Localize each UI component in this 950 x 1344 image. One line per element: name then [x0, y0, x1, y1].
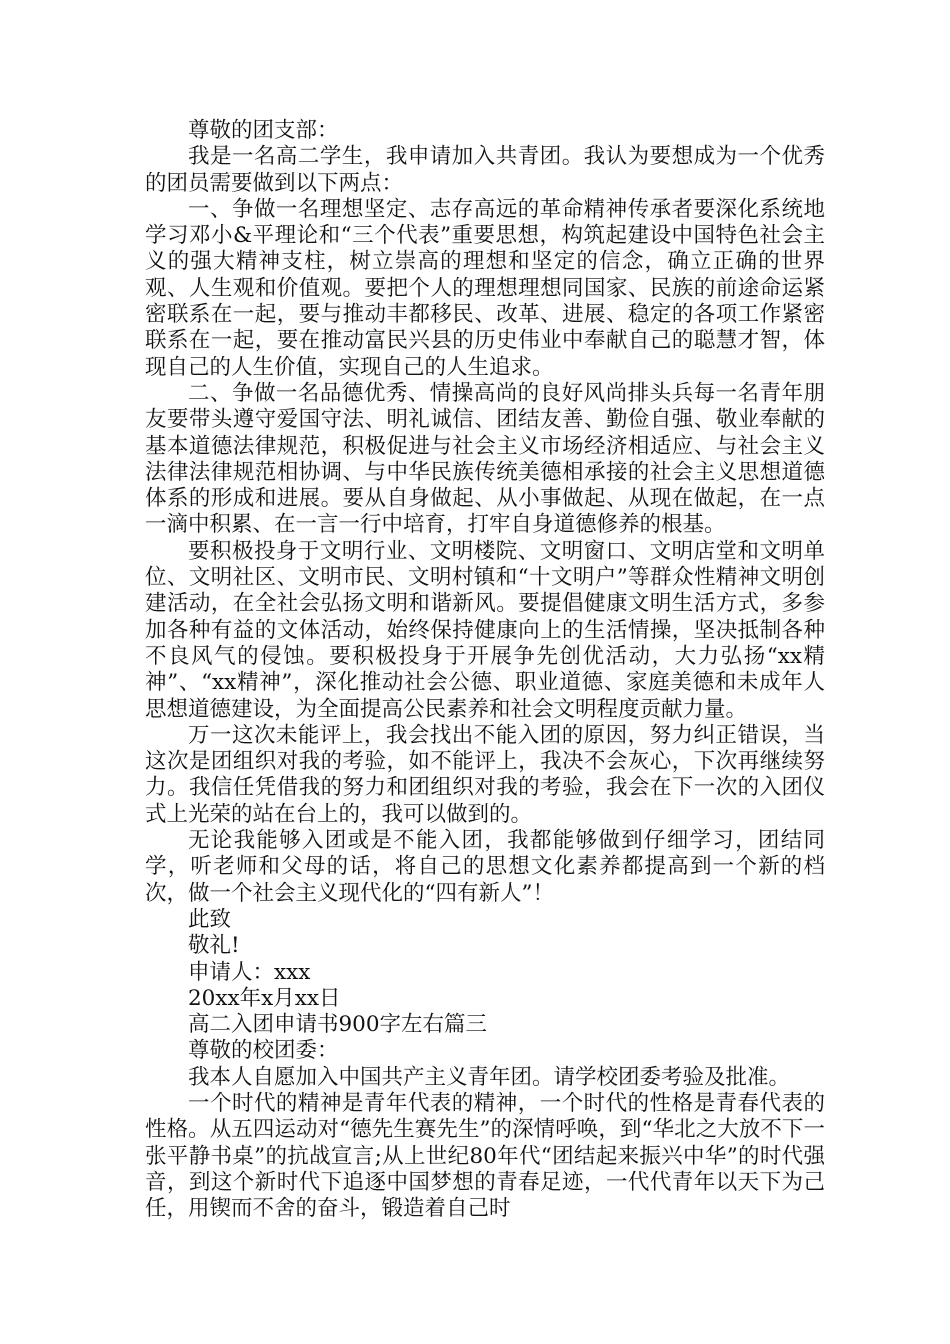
salutation: 尊敬的团支部： — [188, 118, 339, 143]
document-body — [145, 118, 825, 1222]
paragraph: 无论我能够入团或是不能入团，我都能够做到仔细学习，团结同学，听老师和父母的话，将自己的思想文化素养都提高到一个新的档次，做一个社会主义现代化的“四有新人”！ — [145, 828, 825, 906]
paragraph: 二、争做一名品德优秀、情操高尚的良好风尚排头兵每一名青年朋友要带头遵守爱国守法、明礼诚信、团结友善、勤俭自强、敬业奉献的基本道德法律规范，积极促进与社会主义市场经济相适应、与社会主义法律法律规范相协调、与中华民族传统美德相承接的社会主义思想道德体系的形成和进展。要从自身做起、从小事做起、从现在做起，在一点一滴中积累、在一言一行中培育，打牢自身道德修养的根基。 — [145, 380, 825, 538]
paragraph: 我是一名高二学生，我申请加入共青团。我认为要想成为一个优秀的团员需要做到以下两点： — [145, 144, 825, 196]
paragraph: 我本人自愿加入中国共产主义青年团。请学校团委考验及批准。 — [188, 1064, 791, 1090]
section-title: 高二入团申请书900字左右篇三 — [188, 1012, 488, 1038]
date-line: 20xx年x月xx日 — [188, 985, 341, 1011]
paragraph: 一个时代的精神是青年代表的精神，一个时代的性格是青春代表的性格。从五四运动对“德先生赛先生”的深情呼唤，到“华北之大放不下一张平静书桌”的抗战宣言;从上世纪80年代“团结起来振兴中华”的时代强音，到这个新时代下追逐中国梦想的青春足迹，一代代青年以天下为己任，用锲而不舍的奋斗，锻造着自己时 — [145, 1090, 825, 1222]
salutation: 尊敬的校团委： — [188, 1038, 339, 1064]
closing-line: 此致 — [188, 906, 232, 932]
paragraph: 一、争做一名理想坚定、志存高远的革命精神传承者要深化系统地学习邓小&平理论和“三个代表”重要思想，构筑起建设中国特色社会主义的强大精神支柱，树立崇高的理想和坚定的信念，确立正确的世界观、人生观和价值观。要把个人的理想理想同国家、民族的前途命运紧密联系在一起，要与推动丰都移民、改革、进展、稳定的各项工作紧密联系在一起，要在推动富民兴县的历史伟业中奉献自己的聪慧才智，体现自己的人生价值，实现自己的人生追求。 — [145, 196, 825, 380]
paragraph: 要积极投身于文明行业、文明楼院、文明窗口、文明店堂和文明单位、文明社区、文明市民、文明村镇和“十文明户”等群众性精神文明创建活动，在全社会弘扬文明和谐新风。要提倡健康文明生活方式，多参加各种有益的文体活动，始终保持健康向上的生活情操，坚决抵制各种不良风气的侵蚀。要积极投身于开展争先创优活动，大力弘扬“xx精神”、“xx精神”，深化推动社会公德、职业道德、家庭美德和未成年人思想道德建设，为全面提高公民素养和社会文明程度贡献力量。 — [145, 538, 825, 722]
paragraph: 万一这次未能评上，我会找出不能入团的原因，努力纠正错误，当这次是团组织对我的考验，如不能评上，我决不会灰心，下次再继续努力。我信任凭借我的努力和团组织对我的考验，我会在下一次的入团仪式上光荣的站在台上的，我可以做到的。 — [145, 722, 825, 827]
applicant-line: 申请人：xxx — [188, 959, 311, 985]
closing-line: 敬礼! — [188, 933, 240, 959]
